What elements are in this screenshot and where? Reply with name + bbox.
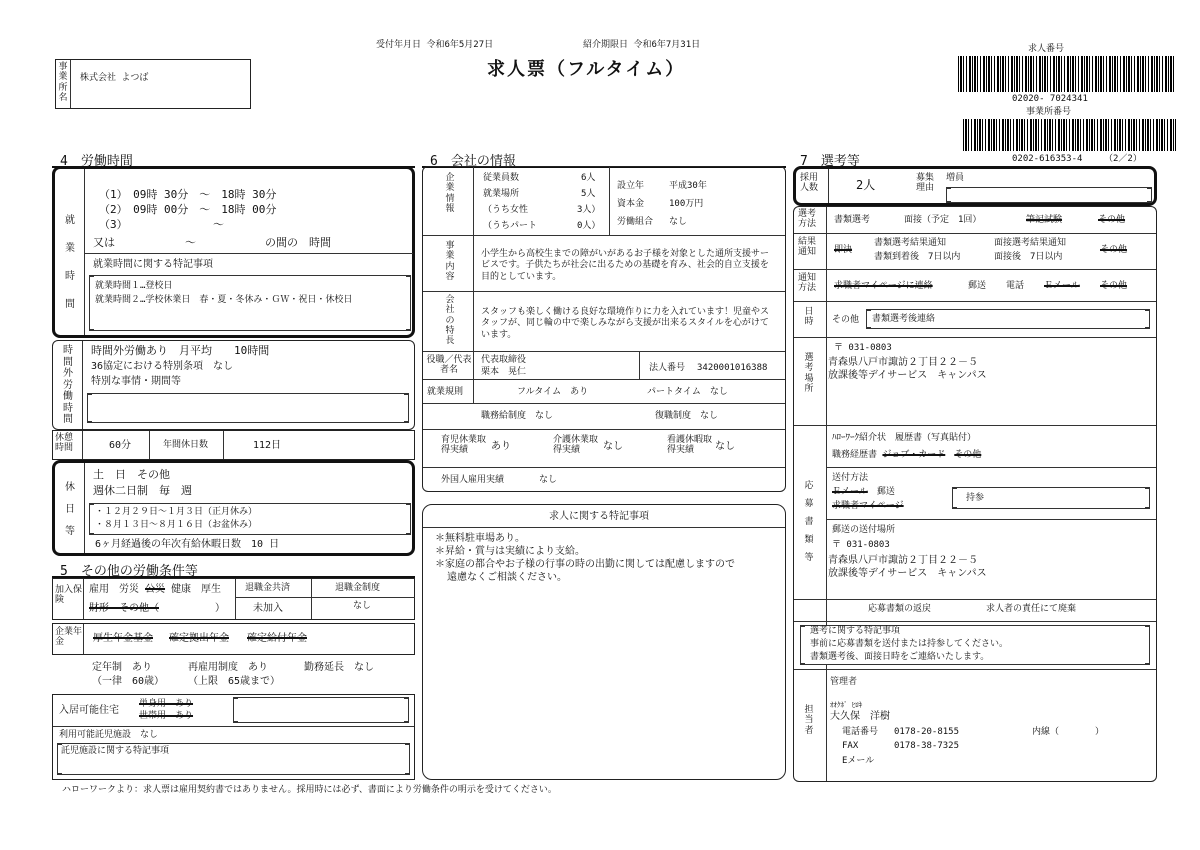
employer-name: 株式会社 よつば <box>80 73 149 83</box>
rules-label: 就業規則 <box>427 387 464 397</box>
working-hours-label: 就業時間 <box>65 215 75 310</box>
employees: 6人 <box>581 173 596 183</box>
date-note: 書類選考後連絡 <box>872 314 936 324</box>
fax: 0178-38-7325 <box>894 741 960 751</box>
rep-title: 代表取締役 <box>481 355 527 365</box>
founded-label: 設立年 <box>617 181 645 191</box>
docs-2: 職務経歴書 ジョブ・カード その他 <box>832 450 982 460</box>
mail-address: 青森県八戸市諏訪２丁目２２－５ <box>828 555 978 566</box>
feature-text: スタッフも楽しく働ける良好な環境作りに力を入れています！児童やスタッフが、同じ輪の中で楽しみながら支援が出来るスタイルを心がけています。 <box>481 307 770 340</box>
return-label: 応募書類の返戻 <box>868 604 932 614</box>
reason-label: 募集理由 <box>916 173 935 194</box>
mail-label: 郵送の送付場所 <box>832 525 896 535</box>
tel-label: 電話番号 <box>842 727 879 737</box>
rules-full: フルタイム あり <box>517 387 589 397</box>
nursing-leave: なし <box>603 441 623 452</box>
contact-label: 担当者 <box>804 705 814 736</box>
or-between: の間の 時間 <box>265 236 331 249</box>
union-label: 労働組合 <box>617 217 654 227</box>
parttime: 0人） <box>577 221 601 231</box>
holiday-box <box>52 460 415 556</box>
foreign: なし <box>539 475 558 485</box>
footer-note: ハローワークより：求人票は雇用契約書ではありません。採用時には必ず、書面により労働条件の明示を受けてください。 <box>62 785 557 795</box>
housing-label: 入居可能住宅 <box>59 705 119 716</box>
employees-label: 従業員数 <box>483 173 520 183</box>
childcare-special: 託児施設に関する特記事項 <box>61 746 170 756</box>
site: 5人 <box>581 189 596 199</box>
result-label: 結果通知 <box>798 237 817 258</box>
send-1: Ｅメール 郵送 <box>832 487 895 497</box>
rehire: 再雇用制度 あり <box>188 662 268 673</box>
manager: 管理者 <box>830 677 858 687</box>
foreign-label: 外国人雇用実績 <box>441 475 505 485</box>
hours-special-2: 就業時間２…学校休業日 春・夏・冬休み・ＧＷ・祝日・休校日 <box>95 295 353 305</box>
result-2: 面接選考結果通知 <box>994 238 1067 248</box>
hire-count-label: 採用人数 <box>800 173 819 194</box>
selection-special-2: 書類選考後、面接日時をご連絡いたします。 <box>810 652 990 662</box>
job-number-barcode <box>958 56 1176 92</box>
company-info-label: 企業情報 <box>445 173 455 215</box>
date-label: 日時 <box>804 307 814 328</box>
contact-kana: ｵｵｸﾎﾞ ﾋﾛｷ <box>830 701 863 709</box>
rules-part: パートタイム なし <box>647 387 728 397</box>
job-number-label: 求人番号 <box>1028 44 1065 54</box>
tel: 0178-20-8155 <box>894 727 960 737</box>
send-struck-2: 求職者マイページ <box>832 501 904 511</box>
shift-2: （2） 09時 00分 ～ 18時 00分 <box>99 203 277 216</box>
founded: 平成30年 <box>669 181 707 191</box>
parttime-label: （うちパート <box>483 221 538 231</box>
hours-special-1: 就業時間１…登校日 <box>95 281 173 291</box>
job-special-title: 求人に関する特記事項 <box>549 511 649 522</box>
annual-holidays: 112日 <box>253 440 282 451</box>
notify-struck-1: 求職者マイページに連絡 <box>834 281 933 291</box>
method-3: 筆記試験 <box>1026 215 1063 225</box>
female: 3人） <box>577 205 601 215</box>
return-value: 求人者の責任にて廃棄 <box>986 604 1077 614</box>
selection-special-title: 選考に関する特記事項 <box>810 626 901 636</box>
capital: 100万円 <box>669 199 704 209</box>
union: なし <box>669 217 688 227</box>
paid-leave: 6ヶ月経過後の年次有給休暇日数 10 日 <box>95 539 280 550</box>
holiday-line-1: 土 日 その他 <box>93 468 170 481</box>
childcare-label: 利用可能託児施設 なし <box>59 730 159 740</box>
overtime-line-1: 時間外労働あり 月平均 10時間 <box>91 344 270 357</box>
pension-label: 企業年金 <box>55 627 83 648</box>
female-label: （うち女性 <box>483 205 529 215</box>
retire-system-label: 退職金制度 <box>335 583 381 593</box>
pension-2: 確定拠出年金 <box>169 633 229 644</box>
job-special-1: ＊無料駐車場あり。 <box>435 533 525 544</box>
office-number-barcode <box>963 119 1176 151</box>
method-2: 面接（予定 1回） <box>904 215 982 225</box>
reinstate: 復職制度 なし <box>655 411 719 421</box>
company-info-box <box>422 166 786 492</box>
place-name: 放課後等デイサービス キャンパス <box>828 370 987 381</box>
overtime-label: 時間外労働時間 <box>63 345 73 425</box>
page-number: （2／2） <box>1104 154 1142 164</box>
section-7-title: 7 選考等 <box>800 154 860 169</box>
holiday-note-1: ・１２月２９日～１月３日（正月休み） <box>95 507 258 517</box>
notify-2: 電話 <box>1006 281 1025 291</box>
insurance-items: 雇用 労災 公災 健康 厚生 <box>89 584 222 595</box>
place-label: 選考場所 <box>804 353 814 395</box>
nurse-leave-label: 看護休暇取得実績 <box>667 435 713 456</box>
job-special-box <box>422 504 786 780</box>
rep-name: 栗本 晃仁 <box>481 367 527 377</box>
retire-mutual-label: 退職金共済 <box>245 583 291 593</box>
fax-label: FAX <box>842 741 859 751</box>
result-other: その他 <box>1100 245 1128 255</box>
housing-1: 単身用 あり <box>139 699 194 709</box>
pension-3: 確定給付年金 <box>247 633 307 644</box>
office-number-label: 事業所番号 <box>1026 107 1072 117</box>
duty-wage: 職務給制度 なし <box>481 411 554 421</box>
job-special-3b: 遠慮なくご相談ください。 <box>447 572 567 583</box>
insurance-label: 加入保険 <box>55 585 83 606</box>
site-label: 就業場所 <box>483 189 520 199</box>
received-date: 受付年月日 令和6年5月27日 <box>376 40 494 50</box>
reason: 増員 <box>946 173 965 183</box>
insurance-box <box>52 578 415 620</box>
holiday-line-2: 週休二日制 毎 週 <box>93 484 192 497</box>
capital-label: 資本金 <box>617 199 645 209</box>
childcare-leave: あり <box>491 441 511 452</box>
page-title: 求人票（フルタイム） <box>487 59 686 80</box>
break-label: 休憩時間 <box>55 433 74 454</box>
result-2b: 面接後 7日以内 <box>994 252 1063 262</box>
result-struck: 即決 <box>834 245 853 255</box>
employer-box <box>55 59 251 109</box>
hire-count: 2人 <box>856 178 876 192</box>
extension: 内線（ ） <box>1032 727 1105 737</box>
rep-label: 役職／代表者名 <box>426 355 472 376</box>
section-6-title: 6 会社の情報 <box>430 154 516 169</box>
shift-3: （3） <box>99 218 128 231</box>
method-label: 選考方法 <box>798 209 817 230</box>
retire-age-detail: （一律 60歳） <box>92 676 165 687</box>
selection-box <box>793 206 1157 782</box>
retire-age: 定年制 あり <box>92 662 152 673</box>
pension-box <box>52 623 415 655</box>
notify-label: 通知方法 <box>798 273 817 294</box>
place-address: 青森県八戸市諏訪２丁目２２－５ <box>828 357 978 368</box>
housing-2: 世帯用 あり <box>139 711 194 721</box>
place-zip: 〒 031-0803 <box>834 343 892 353</box>
result-1: 書類選考結果通知 <box>874 238 947 248</box>
job-special-3: ＊家庭の都合やお子様の行事の時の出勤に関しては配慮しますので <box>435 559 735 570</box>
retire-system: なし <box>353 601 372 611</box>
overtime-line-2: 36協定における特別条項 なし <box>91 361 234 372</box>
working-hours-box <box>52 166 415 338</box>
mail-zip: 〒 031-0803 <box>832 540 890 550</box>
break-value: 60分 <box>109 440 132 451</box>
housing-box <box>52 694 415 780</box>
job-special-2: ＊昇給・賞与は実績により支給。 <box>435 546 585 557</box>
business-label: 事業内容 <box>445 241 455 283</box>
holiday-note-2: ・８月１３日～８月１６日（お盆休み） <box>95 520 258 530</box>
extension: 勤務延長 なし <box>304 662 374 673</box>
insurance-struck: 財形 その他（ ） <box>89 603 225 614</box>
selection-special-1: 事前に応募書類を送付または持参してください。 <box>810 639 1009 649</box>
hours-special-title: 就業時間に関する特記事項 <box>93 259 213 270</box>
hire-count-box <box>793 166 1157 206</box>
holiday-label: 休日等 <box>65 482 75 537</box>
business-text: 小学生から高校生までの障がいがあるお子様を対象とした通所支援サービスです。子供たちが社会に出るための基礎を育み、社会的自立支援を目的としています。 <box>481 249 770 282</box>
result-1b: 書類到着後 7日以内 <box>874 252 961 262</box>
childcare-leave-label: 育児休業取得実績 <box>441 435 487 456</box>
annual-holidays-label: 年間休日数 <box>163 440 209 450</box>
email-label: Eメール <box>842 756 875 766</box>
docs-label: 応募書類等 <box>804 481 814 563</box>
office-number: 0202-616353-4 <box>1012 154 1083 164</box>
corp-no-label: 法人番号 <box>649 363 686 373</box>
section-5-title: 5 その他の労働条件等 <box>60 564 198 579</box>
section-4-title: 4 労働時間 <box>60 154 133 169</box>
pension-1: 厚生年金基金 <box>93 633 153 644</box>
notify-1: 郵送 <box>968 281 987 291</box>
shift-3-tilde: ～ <box>213 218 224 231</box>
or-tilde: ～ <box>185 236 196 249</box>
date-other: その他 <box>832 315 860 325</box>
notify-struck-3: その他 <box>1100 281 1128 291</box>
contact-name: 大久保 洋樹 <box>830 711 890 722</box>
docs-1: ﾊﾛｰﾜｰｸ紹介状 履歴書（写真貼付） <box>832 433 977 443</box>
corp-no: 3420001016388 <box>697 363 768 373</box>
overtime-line-3: 特別な事情・期間等 <box>91 376 181 387</box>
deadline-date: 紹介期限日 令和6年7月31日 <box>583 40 701 50</box>
job-number: 02020- 7024341 <box>1012 94 1088 104</box>
employer-label: 事業所名 <box>58 62 68 104</box>
mail-name: 放課後等デイサービス キャンパス <box>828 568 987 579</box>
send-bring: 持参 <box>966 493 985 503</box>
shift-1: （1） 09時 30分 ～ 18時 30分 <box>99 188 277 201</box>
nurse-leave: なし <box>715 441 735 452</box>
method-1: 書類選考 <box>834 215 871 225</box>
break-box <box>52 430 415 460</box>
rehire-detail: （上限 65歳まで） <box>188 676 281 687</box>
send-label: 送付方法 <box>832 473 869 483</box>
overtime-box <box>52 340 415 430</box>
method-4: その他 <box>1098 215 1126 225</box>
nursing-leave-label: 介護休業取得実績 <box>553 435 599 456</box>
or-label: 又は <box>93 236 115 249</box>
notify-struck-2: Ｅメール <box>1044 281 1080 291</box>
retire-mutual: 未加入 <box>253 603 283 614</box>
feature-label: 会社の特長 <box>445 295 455 347</box>
